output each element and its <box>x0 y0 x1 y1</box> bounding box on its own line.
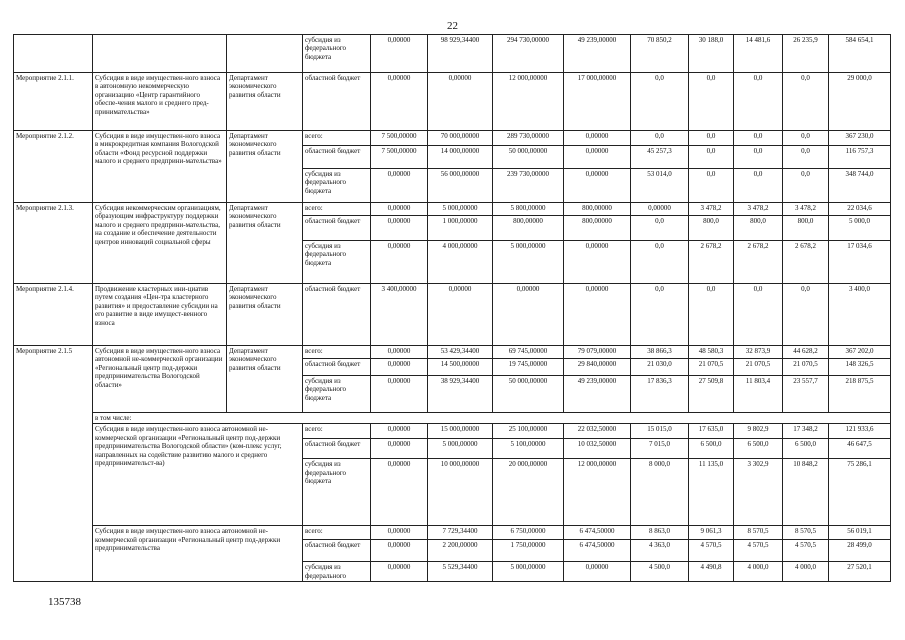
value-cell: 49 239,00000 <box>564 35 631 73</box>
value-cell: 7 500,00000 <box>371 146 428 169</box>
value-cell: 0,00000 <box>371 526 428 540</box>
total-cell: 27 520,1 <box>829 562 891 582</box>
value-cell: 800,0 <box>689 216 734 241</box>
value-cell: 0,0 <box>734 284 783 346</box>
value-cell: 0,00000 <box>564 562 631 582</box>
source-cell: всего: <box>303 526 371 540</box>
table-row <box>14 413 891 424</box>
source-cell: субсидия из федерального бюджета <box>303 459 371 526</box>
value-cell: 0,0 <box>689 131 734 146</box>
value-cell: 49 239,00000 <box>564 376 631 413</box>
value-cell: 50 000,00000 <box>493 146 564 169</box>
table-row <box>14 526 891 540</box>
value-cell: 2 200,00000 <box>428 540 493 562</box>
value-cell: 1 000,00000 <box>428 216 493 241</box>
table-row <box>14 203 891 216</box>
value-cell: 70 850,2 <box>631 35 689 73</box>
value-cell: 6 500,0 <box>689 439 734 459</box>
value-cell: 11 803,4 <box>734 376 783 413</box>
value-cell: 2 678,2 <box>783 241 829 284</box>
value-cell: 0,0 <box>631 216 689 241</box>
value-cell: 3 478,2 <box>689 203 734 216</box>
value-cell: 4 000,0 <box>734 562 783 582</box>
executor-cell <box>227 35 303 73</box>
total-cell: 28 499,0 <box>829 540 891 562</box>
value-cell: 0,0 <box>631 241 689 284</box>
value-cell: 38 929,34400 <box>428 376 493 413</box>
source-cell: областной бюджет <box>303 540 371 562</box>
value-cell: 5 000,00000 <box>428 203 493 216</box>
value-cell: 294 730,00000 <box>493 35 564 73</box>
value-cell: 17 000,00000 <box>564 73 631 131</box>
value-cell: 20 000,00000 <box>493 459 564 526</box>
value-cell: 5 000,00000 <box>428 439 493 459</box>
value-cell: 38 866,3 <box>631 346 689 359</box>
value-cell: 800,00000 <box>564 203 631 216</box>
description-cell: Субсидия в виде имуществен-ного взноса в микрокредитная компания Вологодской области «Фонд ресурсной поддержки малого и среднего предприни-мательства» <box>93 131 227 203</box>
total-cell: 22 034,6 <box>829 203 891 216</box>
value-cell: 0,00000 <box>371 376 428 413</box>
value-cell: 21 070,5 <box>689 359 734 376</box>
description-cell <box>93 35 227 73</box>
including-label: в том числе: <box>93 413 891 424</box>
total-cell: 367 230,0 <box>829 131 891 146</box>
value-cell: 0,00000 <box>371 562 428 582</box>
value-cell: 4 000,00000 <box>428 241 493 284</box>
value-cell: 10 848,2 <box>783 459 829 526</box>
document-code: 135738 <box>48 596 81 608</box>
value-cell: 800,00000 <box>493 216 564 241</box>
value-cell: 25 100,00000 <box>493 424 564 439</box>
page-number: 22 <box>447 20 458 32</box>
value-cell: 12 000,00000 <box>493 73 564 131</box>
value-cell: 30 188,0 <box>689 35 734 73</box>
value-cell: 12 000,00000 <box>564 459 631 526</box>
executor-cell: Департамент экономического развития области <box>227 203 303 284</box>
description-cell: Субсидия в виде имуществен-ного взноса автономной не-коммерческой организации «Региональный центр под-держки предпринимательства Вологодской области» (ком-плекс услуг, направленных на содействие развитию малого и среднего предпринимательст-ва) <box>93 424 303 526</box>
value-cell: 98 929,34400 <box>428 35 493 73</box>
source-cell: субсидия из федерального бюджета <box>303 241 371 284</box>
value-cell: 4 570,5 <box>734 540 783 562</box>
value-cell: 3 478,2 <box>734 203 783 216</box>
value-cell: 15 000,00000 <box>428 424 493 439</box>
value-cell: 10 000,00000 <box>428 459 493 526</box>
value-cell: 6 474,50000 <box>564 526 631 540</box>
event-cell: Мероприятие 2.1.3. <box>14 203 93 284</box>
value-cell: 17 836,3 <box>631 376 689 413</box>
value-cell: 0,00000 <box>371 359 428 376</box>
description-cell: Субсидия в виде имуществен-ного взноса автономной не-коммерческой организации «Региональный центр под-держки предпринимательства <box>93 526 303 582</box>
total-cell: 116 757,3 <box>829 146 891 169</box>
value-cell: 0,0 <box>689 284 734 346</box>
value-cell: 0,0 <box>783 169 829 203</box>
value-cell: 0,0 <box>689 169 734 203</box>
value-cell: 4 570,5 <box>689 540 734 562</box>
value-cell: 56 000,00000 <box>428 169 493 203</box>
value-cell: 5 800,00000 <box>493 203 564 216</box>
value-cell: 70 000,00000 <box>428 131 493 146</box>
value-cell: 11 135,0 <box>689 459 734 526</box>
value-cell: 5 100,00000 <box>493 439 564 459</box>
value-cell: 6 500,0 <box>783 439 829 459</box>
table-row <box>14 284 891 346</box>
total-cell: 121 933,6 <box>829 424 891 439</box>
value-cell: 17 635,0 <box>689 424 734 439</box>
value-cell: 0,00000 <box>631 203 689 216</box>
value-cell: 50 000,00000 <box>493 376 564 413</box>
event-cell: Мероприятие 2.1.2. <box>14 131 93 203</box>
value-cell: 0,0 <box>734 131 783 146</box>
value-cell: 0,00000 <box>371 216 428 241</box>
value-cell: 9 061,3 <box>689 526 734 540</box>
value-cell: 0,0 <box>734 146 783 169</box>
value-cell: 7 729,34400 <box>428 526 493 540</box>
value-cell: 4 000,0 <box>783 562 829 582</box>
event-cell: Мероприятие 2.1.5 <box>14 346 93 582</box>
source-cell: субсидия из федерального бюджета <box>303 376 371 413</box>
value-cell: 44 628,2 <box>783 346 829 359</box>
value-cell: 21 070,5 <box>734 359 783 376</box>
value-cell: 3 302,9 <box>734 459 783 526</box>
value-cell: 0,0 <box>631 284 689 346</box>
source-cell: субсидия из федерального <box>303 562 371 582</box>
executor-cell: Департамент экономического развития области <box>227 131 303 203</box>
value-cell: 8 570,5 <box>734 526 783 540</box>
description-cell: Субсидия в виде имуществен-ного взноса автономной не-коммерческой организации «Региональный центр под-держки предпринимательства Вологодской области» <box>93 346 227 413</box>
value-cell: 0,00000 <box>371 346 428 359</box>
executor-cell: Департамент экономического развития области <box>227 73 303 131</box>
value-cell: 0,00000 <box>428 284 493 346</box>
source-cell: всего: <box>303 203 371 216</box>
value-cell: 6 474,50000 <box>564 540 631 562</box>
value-cell: 79 079,00000 <box>564 346 631 359</box>
value-cell: 26 235,9 <box>783 35 829 73</box>
total-cell: 75 286,1 <box>829 459 891 526</box>
value-cell: 0,0 <box>689 146 734 169</box>
value-cell: 7 015,0 <box>631 439 689 459</box>
value-cell: 10 032,50000 <box>564 439 631 459</box>
value-cell: 289 730,00000 <box>493 131 564 146</box>
value-cell: 3 400,00000 <box>371 284 428 346</box>
value-cell: 53 014,0 <box>631 169 689 203</box>
value-cell: 19 745,00000 <box>493 359 564 376</box>
value-cell: 2 678,2 <box>734 241 783 284</box>
description-cell: Продвижение кластерных ини-циатив путем создания «Цен-тра кластерного развития» и предоставление субсидии на его развитие в виде имущест-венного взноса <box>93 284 227 346</box>
value-cell: 17 348,2 <box>783 424 829 439</box>
value-cell: 0,0 <box>783 284 829 346</box>
value-cell: 69 745,00000 <box>493 346 564 359</box>
value-cell: 0,00000 <box>371 424 428 439</box>
value-cell: 800,0 <box>783 216 829 241</box>
event-cell: Мероприятие 2.1.4. <box>14 284 93 346</box>
value-cell: 14 000,00000 <box>428 146 493 169</box>
value-cell: 14 500,00000 <box>428 359 493 376</box>
table-row <box>14 131 891 146</box>
value-cell: 1 750,00000 <box>493 540 564 562</box>
value-cell: 0,00000 <box>564 241 631 284</box>
value-cell: 0,00000 <box>564 146 631 169</box>
value-cell: 22 032,50000 <box>564 424 631 439</box>
value-cell: 8 863,0 <box>631 526 689 540</box>
value-cell: 0,0 <box>689 73 734 131</box>
source-cell: всего: <box>303 346 371 359</box>
value-cell: 0,00000 <box>493 284 564 346</box>
value-cell: 0,00000 <box>371 73 428 131</box>
value-cell: 0,0 <box>783 146 829 169</box>
value-cell: 21 070,5 <box>783 359 829 376</box>
value-cell: 9 802,9 <box>734 424 783 439</box>
value-cell: 53 429,34400 <box>428 346 493 359</box>
value-cell: 2 678,2 <box>689 241 734 284</box>
value-cell: 0,0 <box>631 131 689 146</box>
total-cell: 46 647,5 <box>829 439 891 459</box>
value-cell: 8 000,0 <box>631 459 689 526</box>
value-cell: 0,00000 <box>371 169 428 203</box>
value-cell: 6 500,0 <box>734 439 783 459</box>
executor-cell: Департамент экономического развития области <box>227 284 303 346</box>
value-cell: 27 509,8 <box>689 376 734 413</box>
value-cell: 15 015,0 <box>631 424 689 439</box>
total-cell: 367 202,0 <box>829 346 891 359</box>
value-cell: 800,00000 <box>564 216 631 241</box>
table-row <box>14 424 891 439</box>
total-cell: 17 034,6 <box>829 241 891 284</box>
value-cell: 0,0 <box>734 169 783 203</box>
value-cell: 21 030,0 <box>631 359 689 376</box>
source-cell: областной бюджет <box>303 146 371 169</box>
total-cell: 3 400,0 <box>829 284 891 346</box>
value-cell: 239 730,00000 <box>493 169 564 203</box>
total-cell: 148 326,5 <box>829 359 891 376</box>
source-cell: областной бюджет <box>303 359 371 376</box>
value-cell: 4 490,8 <box>689 562 734 582</box>
source-cell: всего: <box>303 131 371 146</box>
value-cell: 0,0 <box>783 73 829 131</box>
value-cell: 0,00000 <box>371 241 428 284</box>
total-cell: 348 744,0 <box>829 169 891 203</box>
total-cell: 5 000,0 <box>829 216 891 241</box>
table-row <box>14 73 891 131</box>
value-cell: 5 000,00000 <box>493 241 564 284</box>
value-cell: 800,0 <box>734 216 783 241</box>
program-funding-table <box>13 34 891 582</box>
value-cell: 0,00000 <box>428 73 493 131</box>
value-cell: 32 873,9 <box>734 346 783 359</box>
value-cell: 7 500,00000 <box>371 131 428 146</box>
value-cell: 0,00000 <box>371 35 428 73</box>
value-cell: 0,00000 <box>371 203 428 216</box>
value-cell: 0,00000 <box>371 439 428 459</box>
value-cell: 0,00000 <box>564 284 631 346</box>
event-cell: Мероприятие 2.1.1. <box>14 73 93 131</box>
total-cell: 29 000,0 <box>829 73 891 131</box>
source-cell: областной бюджет <box>303 284 371 346</box>
source-cell: субсидия из федерального бюджета <box>303 35 371 73</box>
value-cell: 4 570,5 <box>783 540 829 562</box>
value-cell: 0,0 <box>783 131 829 146</box>
source-cell: областной бюджет <box>303 73 371 131</box>
description-cell: Субсидия в виде имуществен-ного взноса в автономную некоммерческую организацию «Центр гарантийного обеспе-чения малого и среднего пред-принимательства» <box>93 73 227 131</box>
value-cell: 0,0 <box>631 73 689 131</box>
value-cell: 14 481,6 <box>734 35 783 73</box>
source-cell: областной бюджет <box>303 439 371 459</box>
value-cell: 23 557,7 <box>783 376 829 413</box>
table-row <box>14 35 891 73</box>
value-cell: 0,0 <box>734 73 783 131</box>
value-cell: 29 840,00000 <box>564 359 631 376</box>
value-cell: 6 750,00000 <box>493 526 564 540</box>
total-cell: 56 019,1 <box>829 526 891 540</box>
value-cell: 45 257,3 <box>631 146 689 169</box>
value-cell: 4 363,0 <box>631 540 689 562</box>
value-cell: 3 478,2 <box>783 203 829 216</box>
value-cell: 8 570,5 <box>783 526 829 540</box>
value-cell: 4 500,0 <box>631 562 689 582</box>
source-cell: субсидия из федерального бюджета <box>303 169 371 203</box>
source-cell: областной бюджет <box>303 216 371 241</box>
value-cell: 0,00000 <box>371 459 428 526</box>
executor-cell: Департамент экономического развития области <box>227 346 303 413</box>
value-cell: 5 529,34400 <box>428 562 493 582</box>
value-cell: 5 000,00000 <box>493 562 564 582</box>
total-cell: 218 875,5 <box>829 376 891 413</box>
value-cell: 0,00000 <box>564 131 631 146</box>
table-row <box>14 346 891 359</box>
description-cell: Субсидия некоммерческим организациям, образующим инфраструктуру поддержки малого и среднего предприни-мательства, на создание и обеспечение деятельности центров инноваций социальной сферы <box>93 203 227 284</box>
total-cell: 584 654,1 <box>829 35 891 73</box>
value-cell: 0,00000 <box>564 169 631 203</box>
event-cell <box>14 35 93 73</box>
source-cell: всего: <box>303 424 371 439</box>
value-cell: 48 580,3 <box>689 346 734 359</box>
value-cell: 0,00000 <box>371 540 428 562</box>
